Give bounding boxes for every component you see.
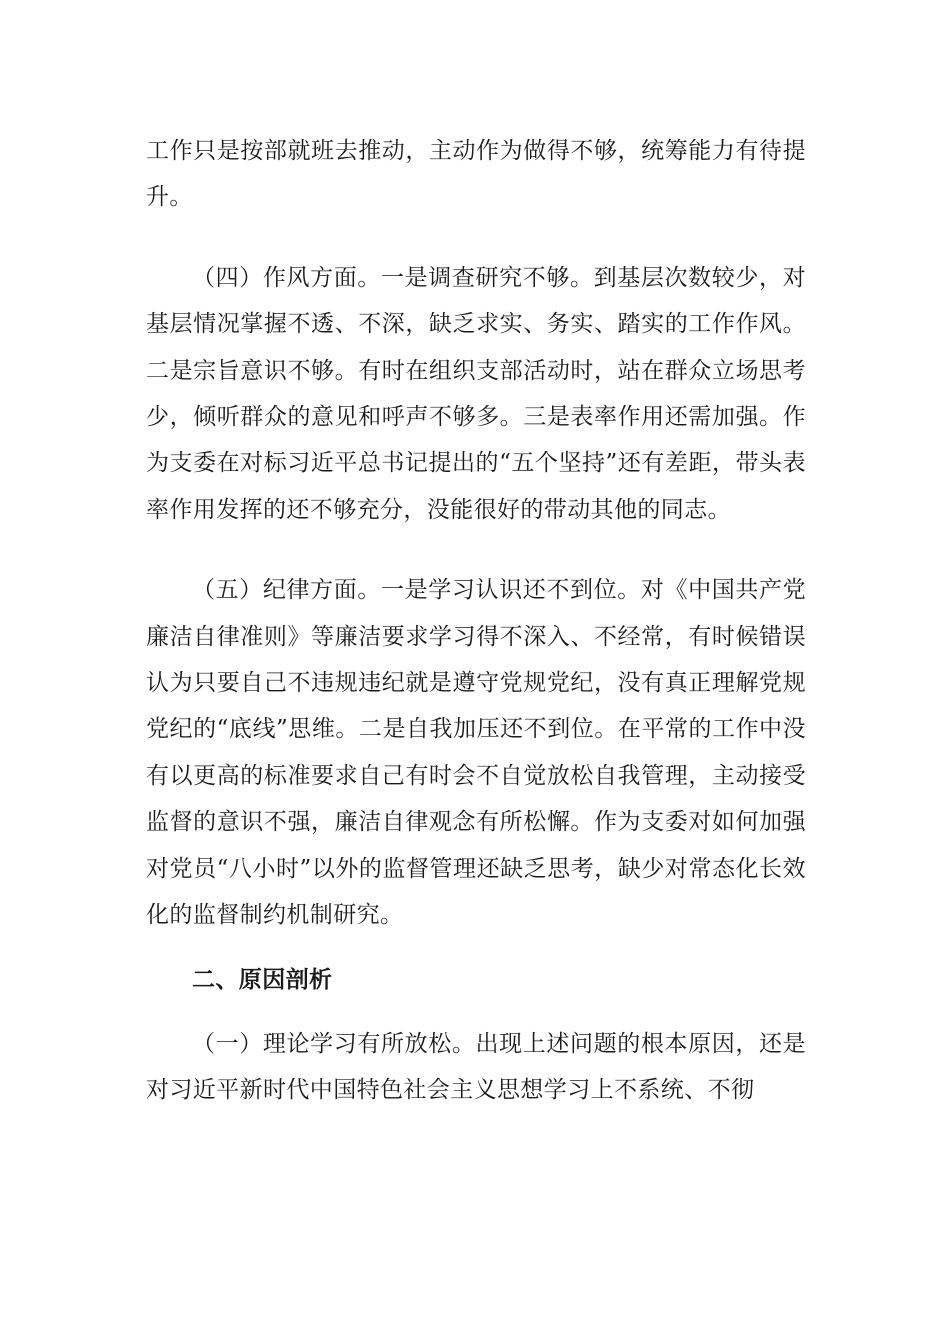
paragraph-discipline: （五）纪律方面。一是学习认识还不到位。对《中国共产党廉洁自律准则》等廉洁要求学习得不深入、不经常，有时候错误认为只要自己不违规违纪就是遵守党规党纪，没有真正理解党规党纪的“底线”思维。二是自我加压还不到位。在平常的工作中没有以更高的标准要求自己有时会不自觉放松自我管理，主动接受监督的意识不强，廉洁自律观念有所松懈。作为支委对如何加强对党员“八小时”以外的监督管理还缺乏思考，缺少对常态化长效化的监督制约机制研究。 [146, 577, 806, 929]
document-page [146, 128, 806, 1114]
paragraph-work-style: （四）作风方面。一是调查研究不够。到基层次数较少，对基层情况掌握不透、不深，缺乏求实、务实、踏实的工作作风。二是宗旨意识不够。有时在组织支部活动时，站在群众立场思考少，倾听群众的意见和呼声不够多。三是表率作用还需加强。作为支委在对标习近平总书记提出的“五个坚持”还有差距，带头表率作用发挥的还不够充分，没能很好的带动其他的同志。 [146, 264, 806, 523]
paragraph-theory-study: （一）理论学习有所放松。出现上述问题的根本原因，还是对习近平新时代中国特色社会主义思想学习上不系统、不彻 [146, 1030, 806, 1104]
paragraph-continuation: 工作只是按部就班去推动，主动作为做得不够，统筹能力有待提升。 [146, 138, 806, 211]
section-heading-cause-analysis: 二、原因剖析 [192, 966, 333, 993]
